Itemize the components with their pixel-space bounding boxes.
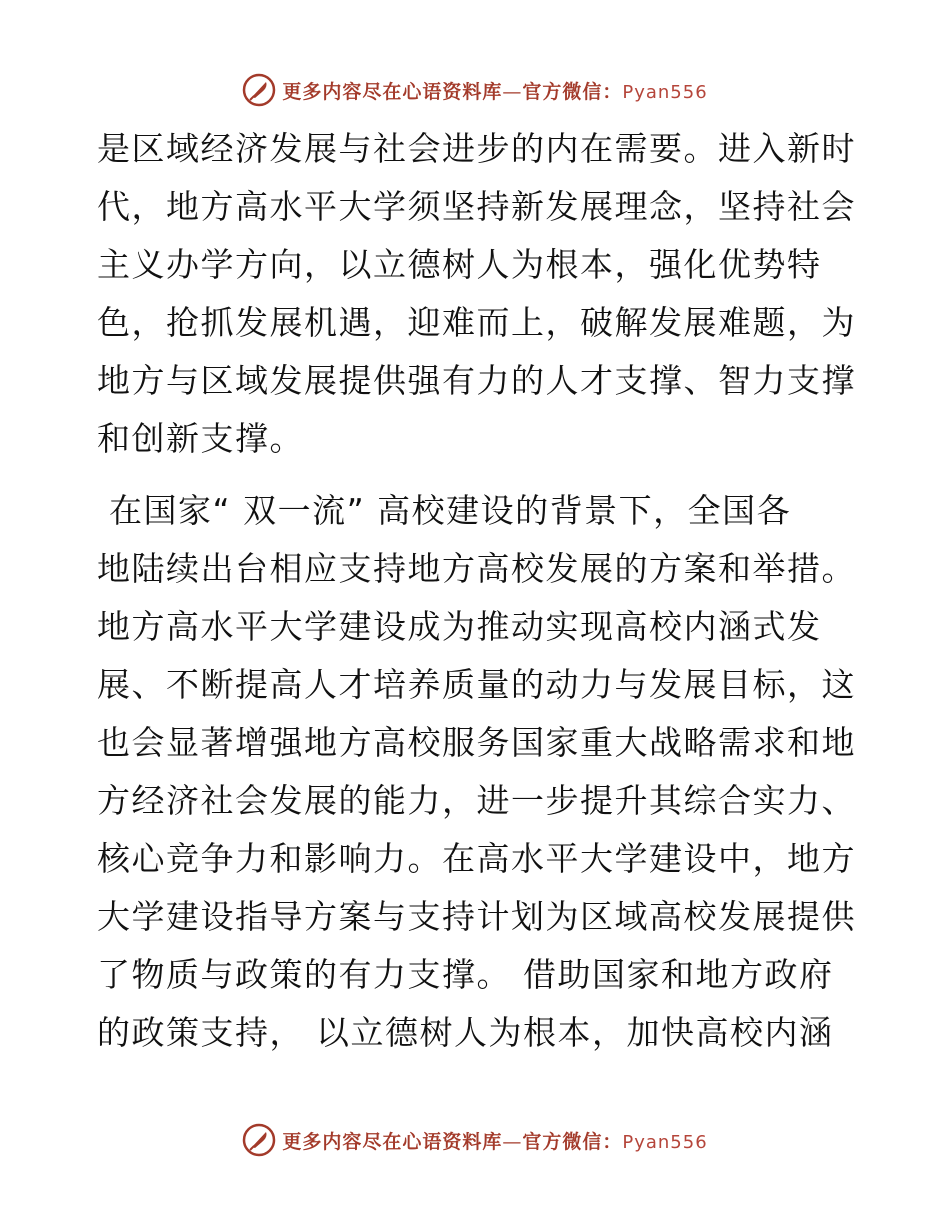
header-contact-label: 官方微信： bbox=[522, 80, 623, 103]
paragraph-gap bbox=[97, 468, 857, 482]
footer-contact-id: Pyan556 bbox=[622, 1131, 708, 1153]
paragraph-1 bbox=[97, 120, 857, 468]
header-dash: — bbox=[502, 80, 523, 103]
text-line: 色，抢抓发展机遇，迎难而上，破解发展难题，为 bbox=[97, 303, 856, 342]
header-contact-id: Pyan556 bbox=[622, 81, 708, 103]
text-line: 了物质与政策的有力支撑。 借助国家和地方政府 bbox=[97, 955, 834, 994]
feather-pen-logo-icon bbox=[242, 73, 276, 107]
text-line: 在国家“ 双一流” 高校建设的背景下，全国各 bbox=[97, 491, 792, 530]
text-line: 大学建设指导方案与支持计划为区域高校发展提供 bbox=[97, 897, 856, 936]
text-line: 和创新支撑。 bbox=[97, 419, 304, 458]
header-banner bbox=[0, 70, 950, 110]
text-line: 代，地方高水平大学须坚持新发展理念，坚持社会 bbox=[97, 187, 856, 226]
footer-dash: — bbox=[502, 1130, 523, 1153]
text-line: 主义办学方向，以立德树人为根本，强化优势特 bbox=[97, 245, 822, 284]
paragraph-2 bbox=[97, 482, 857, 1062]
text-line: 也会显著增强地方高校服务国家重大战略需求和地 bbox=[97, 723, 856, 762]
text-line: 地方高水平大学建设成为推动实现高校内涵式发 bbox=[97, 607, 822, 646]
text-line: 展、不断提高人才培养质量的动力与发展目标，这 bbox=[97, 665, 856, 704]
document-body bbox=[97, 120, 857, 1062]
text-line: 核心竞争力和影响力。在高水平大学建设中，地方 bbox=[97, 839, 856, 878]
text-line: 方经济社会发展的能力，进一步提升其综合实力、 bbox=[97, 781, 856, 820]
footer-site-text: 更多内容尽在心语资料库 bbox=[282, 1130, 503, 1153]
header-banner-text bbox=[282, 77, 707, 104]
footer-contact-label: 官方微信： bbox=[522, 1130, 623, 1153]
text-line: 地方与区域发展提供强有力的人才支撑、智力支撑 bbox=[97, 361, 856, 400]
footer-banner-text bbox=[282, 1127, 707, 1154]
text-line: 是区域经济发展与社会进步的内在需要。进入新时 bbox=[97, 129, 856, 168]
text-line: 的政策支持， 以立德树人为根本，加快高校内涵 bbox=[97, 1013, 834, 1052]
feather-pen-logo-icon bbox=[242, 1123, 276, 1157]
footer-banner bbox=[0, 1120, 950, 1160]
text-line: 地陆续出台相应支持地方高校发展的方案和举措。 bbox=[97, 549, 856, 588]
header-site-text: 更多内容尽在心语资料库 bbox=[282, 80, 503, 103]
